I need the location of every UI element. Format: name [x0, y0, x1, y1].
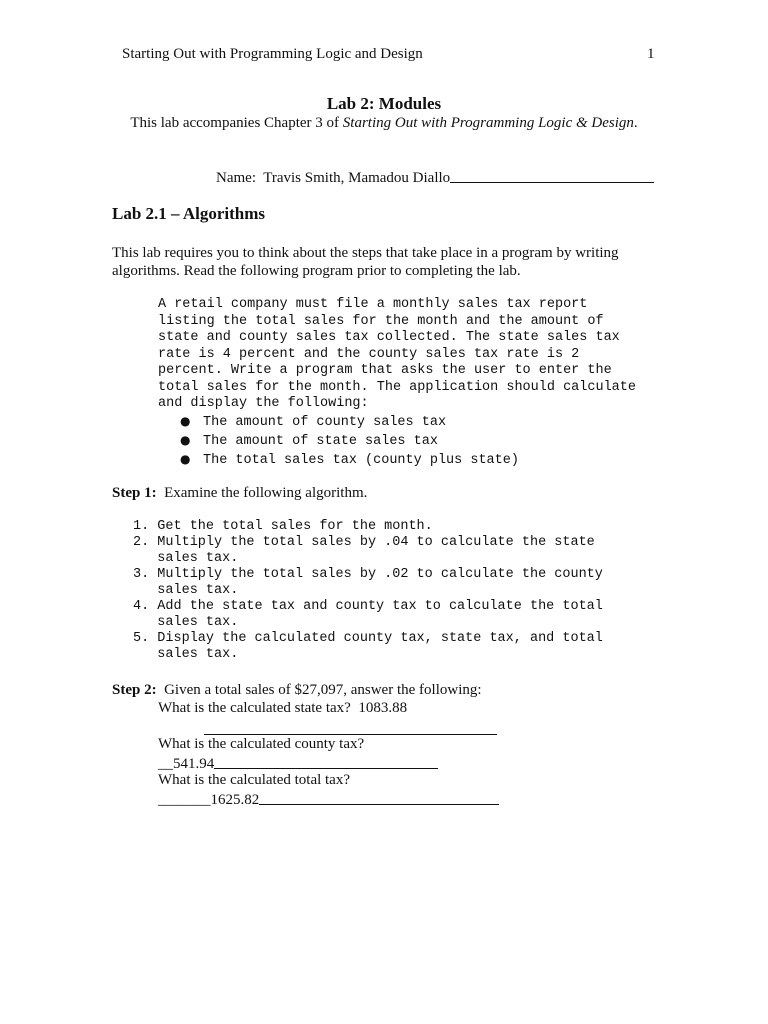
answer-total-tax-line[interactable]	[158, 790, 499, 809]
problem-line: total sales for the month. The application should calculate	[158, 379, 636, 395]
step-1-text: Examine the following algorithm.	[156, 485, 368, 501]
answer-county-tax: 541.94	[173, 756, 215, 772]
question-total-tax: What is the calculated total tax?	[158, 772, 350, 788]
problem-statement	[158, 297, 636, 413]
question-text: What is the calculated state tax?	[158, 700, 359, 716]
algorithm-step: 5. Display the calculated county tax, state tax, and total sales tax.	[133, 631, 603, 662]
intro-line-2: algorithms. Read the following program prior to completing the lab.	[112, 263, 521, 279]
problem-line: A retail company must file a monthly sales tax report	[158, 297, 588, 312]
problem-line: rate is 4 percent and the county sales tax rate is 2	[158, 346, 580, 362]
subtitle-book-title: Starting Out with Programming Logic & Design	[342, 115, 634, 131]
algorithm-list	[133, 519, 603, 663]
problem-line: and display the following:	[158, 396, 369, 411]
question-county-tax: What is the calculated county tax?	[158, 736, 365, 752]
algorithm-step: 2. Multiply the total sales by .04 to calculate the state sales tax.	[133, 535, 595, 566]
list-item	[180, 431, 519, 450]
name-value: Travis Smith, Mamadou Diallo	[263, 170, 451, 186]
subtitle-suffix: .	[633, 115, 638, 131]
page-number: 1	[647, 46, 655, 62]
bullet-icon: ●	[180, 433, 191, 447]
problem-line: state and county sales tax collected. The state sales tax	[158, 330, 620, 345]
step-2-label: Step 2:	[112, 682, 157, 698]
algorithm-step: 1. Get the total sales for the month.	[133, 519, 433, 534]
problem-line: percent. Write a program that asks the user to enter the	[158, 363, 612, 378]
answer-total-tax: 1625.82	[210, 792, 260, 808]
section-heading: Lab 2.1 – Algorithms	[112, 204, 266, 223]
bullet-text: The amount of county sales tax	[203, 415, 447, 430]
problem-line: listing the total sales for the month and the amount of	[158, 313, 604, 329]
lab-title: Lab 2: Modules	[326, 94, 442, 113]
answer-underline	[214, 754, 438, 769]
running-header-title: Starting Out with Programming Logic and Design	[122, 46, 423, 62]
bullet-text: The amount of state sales tax	[203, 434, 438, 449]
answer-underline	[204, 734, 497, 735]
step-1-label: Step 1:	[112, 485, 157, 501]
lab-subtitle	[0, 115, 768, 132]
name-blank-underline	[450, 168, 654, 183]
name-label: Name:	[216, 170, 264, 186]
list-item	[180, 450, 519, 469]
list-item	[180, 412, 519, 431]
answer-prefix: _______	[158, 792, 211, 808]
bullet-icon: ●	[180, 414, 191, 428]
answer-prefix: __	[158, 756, 173, 772]
algorithm-step: 3. Multiply the total sales by .02 to calculate the county sales tax.	[133, 567, 603, 598]
step-1-instruction	[112, 485, 367, 502]
bullet-icon: ●	[180, 452, 191, 466]
algorithm-step: 4. Add the state tax and county tax to calculate the total sales tax.	[133, 599, 603, 630]
answer-county-tax-line[interactable]	[158, 754, 438, 773]
answer-underline	[259, 790, 499, 805]
name-line	[216, 168, 654, 187]
requirements-bullet-list	[180, 412, 519, 469]
answer-state-tax[interactable]: 1083.88	[358, 700, 408, 716]
step-2-instruction	[112, 682, 482, 699]
step-2-text: Given a total sales of $27,097, answer the following:	[156, 682, 482, 698]
subtitle-prefix: This lab accompanies Chapter 3 of	[130, 115, 343, 131]
bullet-text: The total sales tax (county plus state)	[203, 453, 519, 468]
intro-line-1: This lab requires you to think about the steps that take place in a program by writing	[112, 245, 619, 261]
question-state-tax	[158, 700, 407, 717]
